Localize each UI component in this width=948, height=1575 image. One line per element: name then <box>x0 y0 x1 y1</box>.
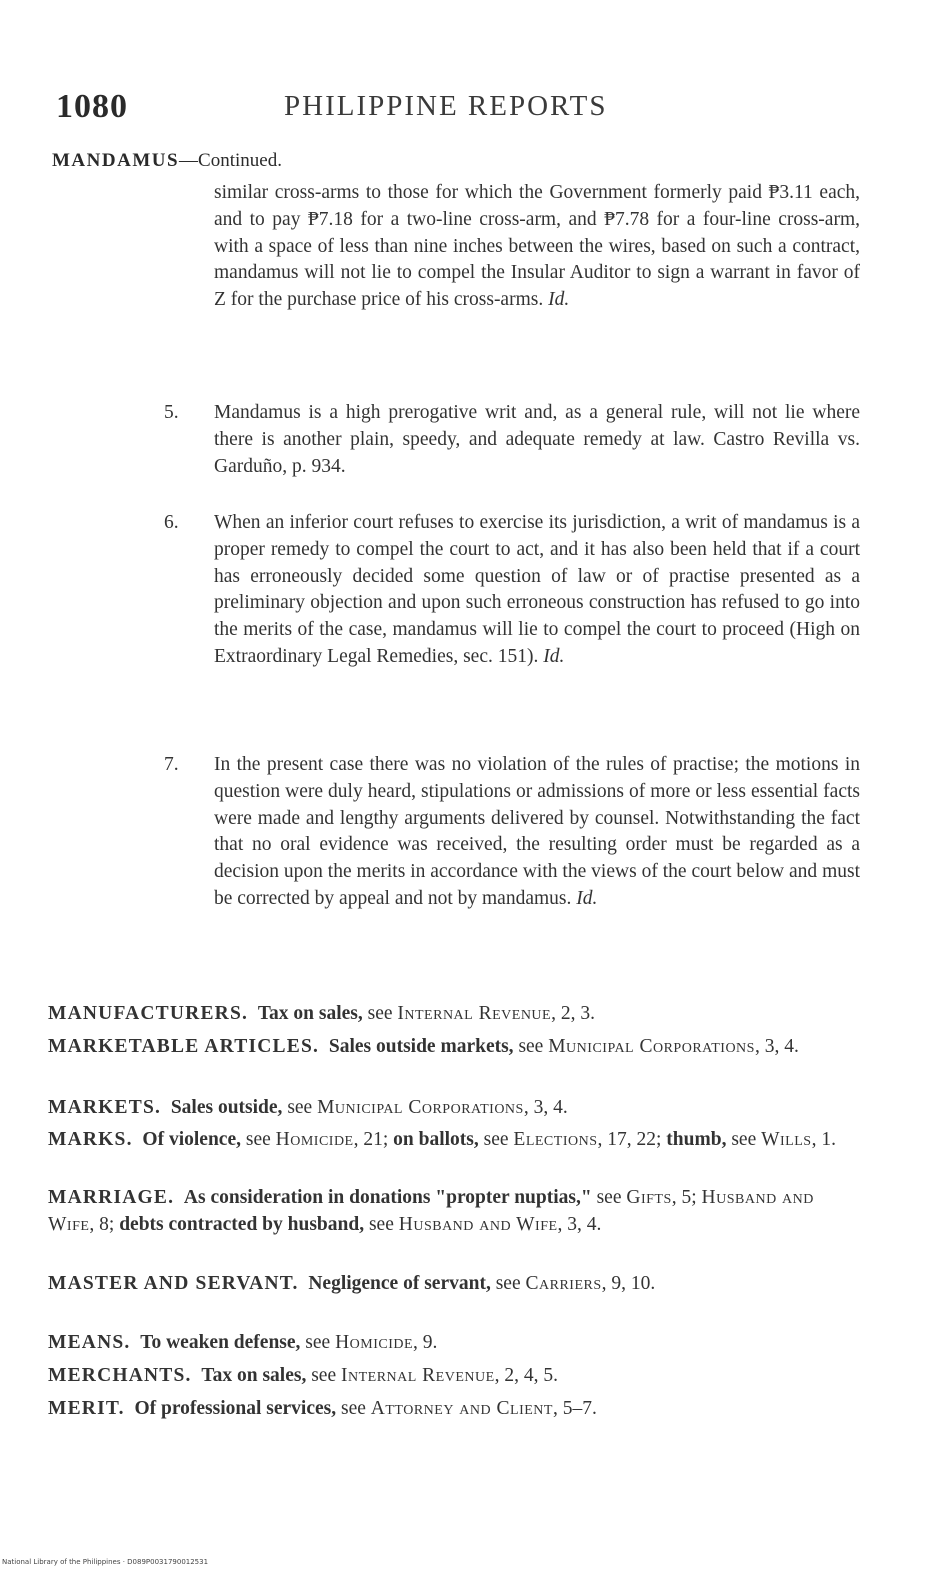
cross-reference: Carriers <box>525 1273 602 1294</box>
continued-label: —Continued. <box>179 150 282 171</box>
see-label: see <box>367 1003 393 1024</box>
ref-numbers: , 1. <box>811 1129 836 1150</box>
entry-subject: Sales outside, <box>170 1097 283 1118</box>
entry-subject: Of professional services, <box>134 1398 337 1419</box>
entry-subject: on ballots, <box>393 1129 479 1150</box>
see-label: see <box>596 1187 622 1208</box>
entry-headword: MERCHANTS. <box>48 1365 192 1386</box>
ref-numbers: , 3, 4. <box>523 1097 568 1118</box>
entry-subject: Tax on sales, <box>201 1365 307 1386</box>
index-entry-manufacturers <box>48 1000 860 1027</box>
scan-footer-note: National Library of the Philippines · D089P0031790012531 <box>2 1558 209 1566</box>
cross-reference: Internal Revenue <box>340 1365 495 1386</box>
cross-reference: Homicide <box>275 1129 354 1150</box>
ref-numbers: , 2, 3. <box>551 1003 595 1024</box>
item-number: 5. <box>164 402 179 423</box>
index-entry-merchants <box>48 1362 860 1389</box>
citation: Id. <box>543 645 565 667</box>
cross-reference: Husband and Wife <box>398 1214 558 1235</box>
ref-numbers: , 2, 4, 5. <box>494 1365 559 1386</box>
ref-numbers: , 9. <box>413 1332 438 1353</box>
citation: Id. <box>576 887 598 909</box>
mandamus-continued-paragraph <box>214 180 860 314</box>
see-label: see <box>495 1273 521 1294</box>
citation: Id. <box>548 289 570 311</box>
mandamus-item-5 <box>164 400 860 480</box>
ref-numbers: , 5; <box>671 1187 697 1208</box>
ref-numbers: , 5–7. <box>552 1398 597 1419</box>
ref-numbers: , 8; <box>89 1214 115 1235</box>
index-entry-merit <box>48 1395 860 1422</box>
entry-subject: debts contracted by husband, <box>119 1214 365 1235</box>
entry-subject: As consideration in donations "propter nuptias," <box>183 1187 592 1208</box>
cross-reference: Husband and Wife <box>48 1187 814 1235</box>
running-head: PHILIPPINE REPORTS <box>284 90 608 122</box>
index-entry-means <box>48 1329 860 1356</box>
see-label: see <box>341 1398 366 1419</box>
mandamus-heading <box>52 150 282 172</box>
mandamus-item-6 <box>164 510 860 671</box>
paragraph-text: similar cross-arms to those for which the Government formerly paid ₱3.11 each, and to pay ₱7.18 for a two-line cross-arm, and ₱7.78 for a four-line cross-arm, with a space of less than nine inches between the wires, based on such a contract, mandamus will not lie to compel the Insular Auditor to sign a warrant in favor of Z for the purchase price of his cross-arms. <box>214 182 860 311</box>
entry-subject: Sales outside markets, <box>328 1036 514 1057</box>
item-text: In the present case there was no violation of the rules of practise; the motions in question were duly heard, stipulations or admissions of more or less essential facts were made and lengthy arguments delivered by counsel. Notwithstanding the fact that no oral evidence was received, the resulting order must be regarded as a decision upon the merits in accordance with the views of the court below and must be corrected by appeal and not by mandamus. <box>214 754 860 909</box>
mandamus-headword: MANDAMUS <box>52 150 180 171</box>
cross-reference: Municipal Corporations <box>317 1097 524 1118</box>
index-entry-markets <box>48 1094 860 1121</box>
index-entry-marriage <box>48 1184 860 1238</box>
ref-numbers: , 17, 22; <box>597 1129 662 1150</box>
see-label: see <box>731 1129 757 1150</box>
item-number: 6. <box>164 512 179 533</box>
see-label: see <box>311 1365 337 1386</box>
entry-headword: MARKETS. <box>48 1097 162 1118</box>
ref-numbers: , 3, 4. <box>557 1214 602 1235</box>
entry-subject: thumb, <box>666 1129 727 1150</box>
entry-subject: Of violence, <box>142 1129 241 1150</box>
entry-subject: Tax on sales, <box>257 1003 363 1024</box>
cross-reference: Homicide <box>335 1332 414 1353</box>
entry-headword: MARKS. <box>48 1129 133 1150</box>
entry-headword: MASTER AND SERVANT. <box>48 1273 299 1294</box>
see-label: see <box>483 1129 509 1150</box>
index-entry-marketable-articles <box>48 1033 860 1060</box>
cross-reference: Gifts <box>626 1187 672 1208</box>
mandamus-item-7 <box>164 752 860 913</box>
ref-numbers: , 21; <box>353 1129 389 1150</box>
index-entry-master-and-servant <box>48 1270 860 1297</box>
index-entry-marks <box>48 1126 860 1153</box>
entry-subject: To weaken defense, <box>140 1332 301 1353</box>
see-label: see <box>287 1097 313 1118</box>
ref-numbers: , 3, 4. <box>754 1036 799 1057</box>
entry-headword: MANUFACTURERS. <box>48 1003 249 1024</box>
entry-headword: MARKETABLE ARTICLES. <box>48 1036 320 1057</box>
see-label: see <box>518 1036 544 1057</box>
ref-numbers: , 9, 10. <box>601 1273 656 1294</box>
cross-reference: Wills <box>761 1129 812 1150</box>
cross-reference: Municipal Corporations <box>548 1036 755 1057</box>
item-number: 7. <box>164 754 179 775</box>
entry-headword: MEANS. <box>48 1332 131 1353</box>
cross-reference: Internal Revenue <box>397 1003 552 1024</box>
see-label: see <box>245 1129 271 1150</box>
item-text: Mandamus is a high prerogative writ and, as a general rule, will not lie where there is another plain, speedy, and adequate remedy at law. Castro Revilla vs. Garduño, p. 934. <box>214 402 860 477</box>
entry-headword: MERIT. <box>48 1398 125 1419</box>
see-label: see <box>368 1214 394 1235</box>
see-label: see <box>305 1332 331 1353</box>
cross-reference: Elections <box>513 1129 598 1150</box>
cross-reference: Attorney and Client <box>370 1398 553 1419</box>
entry-headword: MARRIAGE. <box>48 1187 175 1208</box>
entry-subject: Negligence of servant, <box>308 1273 491 1294</box>
page-number: 1080 <box>56 88 128 125</box>
item-text: When an inferior court refuses to exercise its jurisdiction, a writ of mandamus is a proper remedy to compel the court to act, and it has also been held that if a court has erroneously decided some question of law or of practise presented as a preliminary objection and upon such erroneous construction has refused to go into the merits of the case, mandamus will lie to compel the court to proceed (High on Extraordinary Legal Remedies, sec. 151). <box>214 512 860 667</box>
